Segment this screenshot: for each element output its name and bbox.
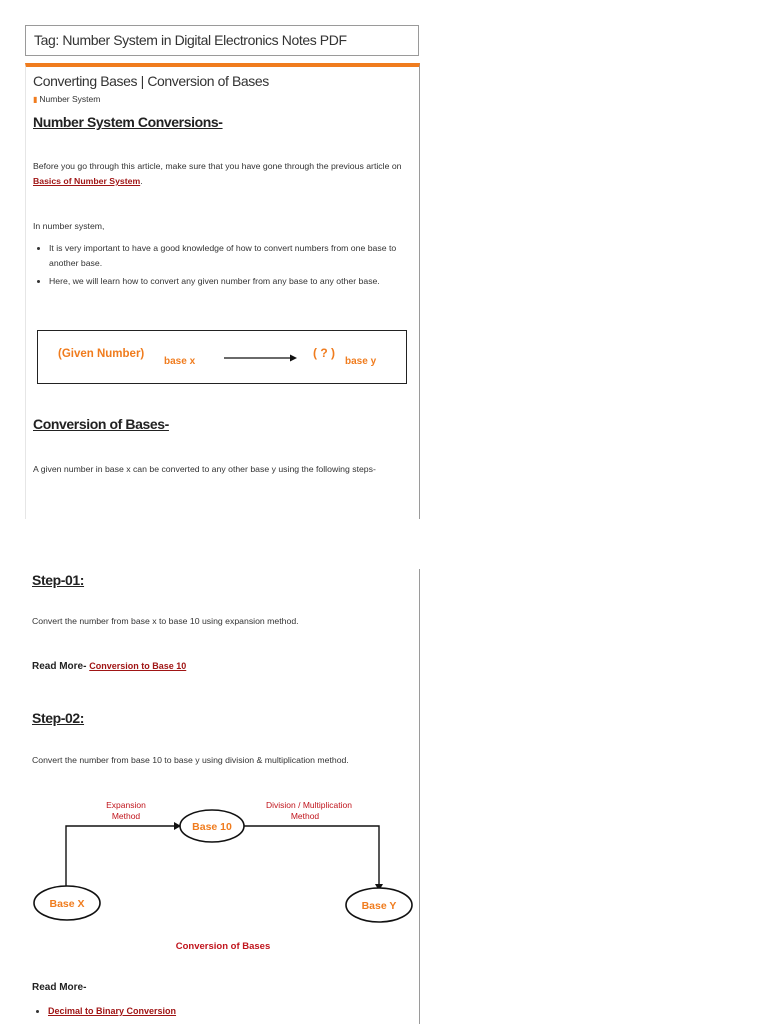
intro-text: Before you go through this article, make sure that you have gone through the previous article on [33,161,402,171]
arrow-head [290,355,297,362]
step2-text: Convert the number from base 10 to base y using division & multiplication method. [32,755,349,765]
step2-heading: Step-02: [32,710,85,726]
read-more-step1 [32,661,186,672]
intro-paragraph [33,159,408,189]
post-card-continued [25,569,420,1024]
expansion-label-2: Method [111,811,141,821]
list-item [48,1004,410,1019]
steps-intro: A given number in base x can be converted to any other base y using the following steps- [33,464,376,474]
bullet-list [33,241,411,292]
given-number-label: (Given Number) [58,348,145,360]
question-label: ( ? ) [313,346,335,360]
arrow-x-to-10 [66,826,174,886]
bases-diagram-svg [25,795,420,955]
diagram-caption: Conversion of Bases [175,941,271,952]
list-item: • Here, we will learn how to convert any given number from any base to any other base. [49,274,411,289]
arrow-10-to-y [244,826,379,884]
division-label-2: Method [290,811,320,821]
in-number-system-text: In number system, [33,221,105,231]
folder-icon: ▮ [33,95,38,104]
intro-end: . [140,176,143,186]
category-label[interactable]: Number System [39,94,101,104]
node-base-y-label: Base Y [361,900,397,912]
post-card [25,63,420,519]
heading-conversion-of-bases: Conversion of Bases- [33,416,169,432]
conversion-to-base-10-link[interactable]: Conversion to Base 10 [89,661,187,671]
decimal-to-binary-link[interactable]: Decimal to Binary Conversion [48,1006,177,1016]
heading-number-system-conversions: Number System Conversions- [33,114,223,130]
conversion-figure-svg [38,331,408,385]
bases-diagram [25,795,420,955]
step1-text: Convert the number from base x to base 10 using expansion method. [32,616,299,626]
list-item: • It is very important to have a good knowledge of how to convert numbers from one base to another base. [49,241,411,271]
read-more-step2: Read More- [32,982,87,993]
base-y-label: base y [345,356,377,367]
tag-header: Tag: Number System in Digital Electronics Notes PDF [25,25,419,56]
node-base-10-label: Base 10 [192,821,232,833]
post-category[interactable] [33,94,100,104]
read-more-label: Read More- [32,661,87,672]
division-label-1: Division / Multiplication [266,800,352,810]
post-title[interactable]: Converting Bases | Conversion of Bases [33,73,269,89]
step1-heading: Step-01: [32,572,85,588]
basics-link[interactable]: Basics of Number System [33,176,141,186]
read-more-links [32,1004,410,1022]
node-base-x-label: Base X [49,898,85,910]
base-x-label: base x [164,356,196,367]
conversion-figure [37,330,407,384]
expansion-label-1: Expansion [106,800,146,810]
